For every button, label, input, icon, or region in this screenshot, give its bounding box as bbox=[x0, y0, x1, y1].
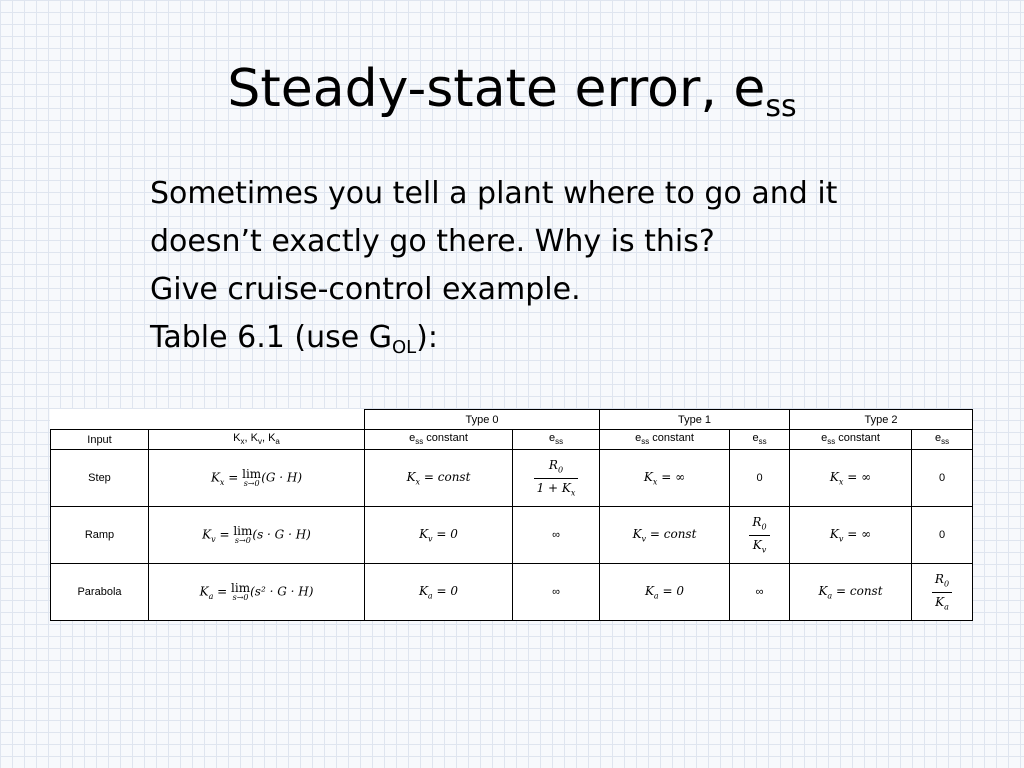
type1-header: Type 1 bbox=[600, 410, 790, 430]
type2-ess: $\frac{R_0}{K_a}$ bbox=[912, 564, 973, 621]
input-cell: Step bbox=[51, 450, 149, 507]
type0-constant: $K_x$ = const bbox=[365, 450, 513, 507]
input-cell: Ramp bbox=[51, 507, 149, 564]
body-line-1: Sometimes you tell a plant where to go and it bbox=[150, 176, 838, 211]
type2-constant: $K_a$ = const bbox=[790, 564, 912, 621]
type2-constant: $K_v$ = ∞ bbox=[790, 507, 912, 564]
type0-constant: $K_a = 0$ bbox=[365, 564, 513, 621]
constant-definition: $K_v = \lim$ s→0 (s · G · H) bbox=[149, 507, 365, 564]
type0-ess: $\frac{R_0}{1 + K_x}$ bbox=[513, 450, 600, 507]
type2-ess: 0 bbox=[912, 507, 973, 564]
table-row-step bbox=[51, 450, 973, 507]
constants-header: $K_x$, $K_v$, $K_a$ bbox=[149, 430, 365, 450]
type1-constant: $K_v$ = const bbox=[600, 507, 730, 564]
type1-ess-constant-header: $e_{ss}$ constant bbox=[600, 430, 730, 450]
type0-ess-constant-header: $e_{ss}$ constant bbox=[365, 430, 513, 450]
type0-header: Type 0 bbox=[365, 410, 600, 430]
table-group-header-row bbox=[51, 410, 973, 430]
type1-constant: $K_x$ = ∞ bbox=[600, 450, 730, 507]
type0-ess: ∞ bbox=[513, 564, 600, 621]
constant-definition: $K_x = \lim$ s→0 (G · H) bbox=[149, 450, 365, 507]
table-row-ramp bbox=[51, 507, 973, 564]
type0-ess-header: $e_{ss}$ bbox=[513, 430, 600, 450]
type1-constant: $K_a = 0$ bbox=[600, 564, 730, 621]
table-row-parabola bbox=[51, 564, 973, 621]
type2-constant: $K_x$ = ∞ bbox=[790, 450, 912, 507]
table-header-row bbox=[51, 430, 973, 450]
type2-header: Type 2 bbox=[790, 410, 973, 430]
type2-ess: 0 bbox=[912, 450, 973, 507]
body-line-2: doesn’t exactly go there. Why is this? bbox=[150, 224, 715, 259]
input-cell: Parabola bbox=[51, 564, 149, 621]
blank-cell bbox=[51, 410, 365, 430]
type1-ess-header: $e_{ss}$ bbox=[730, 430, 790, 450]
type0-constant: $K_v = 0$ bbox=[365, 507, 513, 564]
body-line-4: Table 6.1 (use $G_{OL}$): bbox=[150, 320, 438, 358]
type1-ess: 0 bbox=[730, 450, 790, 507]
slide-body bbox=[150, 170, 930, 372]
type0-ess: ∞ bbox=[513, 507, 600, 564]
type1-ess: $\frac{R_0}{K_v}$ bbox=[730, 507, 790, 564]
constant-definition: $K_a = \lim$ s→0 (s² · G · H) bbox=[149, 564, 365, 621]
steady-state-error-table bbox=[50, 409, 973, 621]
type1-ess: ∞ bbox=[730, 564, 790, 621]
body-line-3: Give cruise-control example. bbox=[150, 272, 581, 307]
type2-ess-constant-header: $e_{ss}$ constant bbox=[790, 430, 912, 450]
slide-title: Steady-state error, $e_{ss}$ bbox=[227, 59, 797, 124]
input-header: Input bbox=[51, 430, 149, 450]
type2-ess-header: $e_{ss}$ bbox=[912, 430, 973, 450]
